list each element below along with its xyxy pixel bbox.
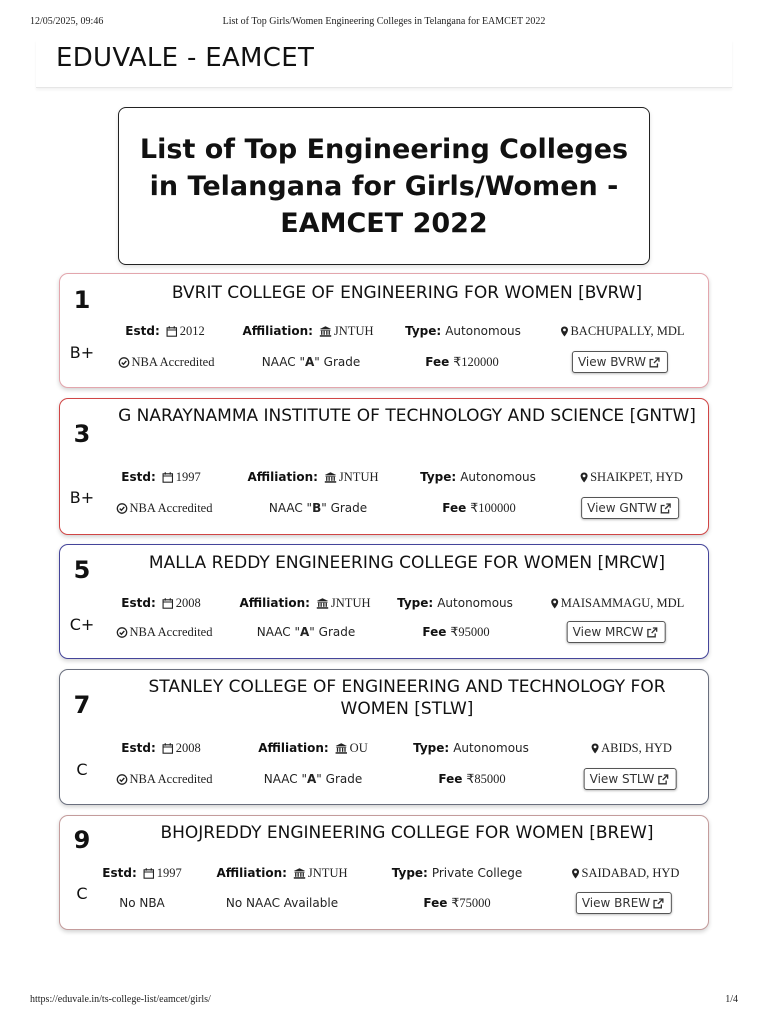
college-name: G NARAYNAMMA INSTITUTE OF TECHNOLOGY AND SCIENCE [GNTW]: [118, 406, 696, 426]
estd-field: [121, 466, 200, 488]
print-header: [30, 16, 738, 30]
type-value: Private College: [431, 866, 523, 880]
view-college-button[interactable]: [581, 497, 679, 519]
naac-field: [264, 768, 362, 790]
view-college-button[interactable]: [576, 892, 672, 914]
college-card-bvrw: [59, 273, 709, 388]
print-page-number: 1/4: [725, 994, 738, 1005]
type-value: Autonomous: [453, 741, 529, 755]
affiliation-label: Affiliation:: [216, 866, 287, 880]
estd-label: Estd:: [102, 866, 137, 880]
nba-status: No NBA: [119, 896, 165, 910]
college-grade: C: [76, 884, 88, 903]
check-circle-icon: [117, 503, 128, 514]
affiliation-value: OU: [349, 741, 368, 755]
location-field: [569, 862, 680, 884]
type-value: Autonomous: [437, 596, 513, 610]
estd-label: Estd:: [121, 596, 156, 610]
type-field: [392, 862, 523, 884]
college-info-row: [60, 768, 708, 790]
fee-label: Fee: [422, 625, 447, 639]
naac-field: [269, 497, 367, 519]
fee-value: ₹100000: [470, 501, 516, 515]
nba-field: [119, 892, 165, 914]
affiliation-label: Affiliation:: [247, 470, 318, 484]
college-grade: B+: [69, 343, 95, 362]
page-title-box: [118, 107, 650, 265]
university-icon: [317, 598, 329, 609]
naac-prefix: NAAC ": [256, 625, 301, 639]
college-card-mrcw: [59, 544, 709, 659]
print-datetime: 12/05/2025, 09:46: [30, 16, 104, 27]
external-link-icon: [649, 357, 660, 368]
check-circle-icon: [117, 627, 128, 638]
college-rank: 7: [73, 691, 91, 719]
college-grade: C+: [69, 615, 95, 634]
naac-field: [226, 892, 338, 914]
college-info-row: [60, 592, 708, 614]
view-field: [567, 621, 666, 643]
naac-grade: A: [305, 355, 315, 369]
page-title: List of Top Engineering Colleges in Telangana for Girls/Women - EAMCET 2022: [139, 133, 629, 239]
university-icon: [294, 868, 306, 879]
type-value: Autonomous: [460, 470, 536, 484]
naac-suffix: " Grade: [316, 772, 363, 786]
map-marker-icon: [560, 326, 568, 337]
affiliation-field: [247, 466, 378, 488]
naac-prefix: NAAC ": [261, 355, 306, 369]
affiliation-label: Affiliation:: [239, 596, 310, 610]
college-info-row: [60, 497, 708, 519]
naac-prefix: NAAC ": [263, 772, 308, 786]
view-college-button[interactable]: [584, 768, 677, 790]
print-url: https://eduvale.in/ts-college-list/eamcet/girls/: [30, 994, 211, 1005]
map-marker-icon: [551, 598, 559, 609]
navbar: [36, 40, 732, 88]
affiliation-field: [239, 592, 370, 614]
college-name: MALLA REDDY ENGINEERING COLLEGE FOR WOMEN [MRCW]: [148, 553, 666, 573]
naac-suffix: " Grade: [321, 501, 368, 515]
view-field: [576, 892, 672, 914]
naac-suffix: " Grade: [314, 355, 361, 369]
location-field: [588, 737, 672, 759]
location-field: [577, 466, 683, 488]
fee-field: [422, 621, 489, 643]
location-value: BACHUPALLY, MDL: [570, 324, 685, 338]
college-info-row: [60, 892, 708, 914]
affiliation-label: Affiliation:: [242, 324, 313, 338]
college-info-row: [60, 351, 708, 373]
external-link-icon: [653, 898, 664, 909]
affiliation-value: JNTUH: [338, 470, 379, 484]
estd-year: 1997: [175, 470, 201, 484]
location-value: SAIDABAD, HYD: [581, 866, 680, 880]
map-marker-icon: [591, 743, 599, 754]
naac-suffix: " Grade: [309, 625, 356, 639]
view-button-label: View BVRW: [577, 355, 647, 369]
estd-label: Estd:: [121, 741, 156, 755]
college-rank: 3: [73, 420, 91, 448]
view-button-label: View MRCW: [572, 625, 644, 639]
naac-grade: B: [312, 501, 322, 515]
naac-field: [262, 351, 360, 373]
naac-grade: A: [307, 772, 317, 786]
estd-label: Estd:: [121, 470, 156, 484]
fee-field: [442, 497, 515, 519]
affiliation-field: [216, 862, 347, 884]
naac-status: No NAAC Available: [225, 896, 339, 910]
college-name: STANLEY COLLEGE OF ENGINEERING AND TECHNOLOGY FOR WOMEN [STLW]: [148, 677, 666, 719]
location-field: [548, 592, 685, 614]
view-button-label: View BREW: [581, 896, 651, 910]
location-value: MAISAMMAGU, MDL: [560, 596, 685, 610]
fee-label: Fee: [438, 772, 463, 786]
brand-link[interactable]: EDUVALE - EAMCET: [56, 43, 315, 73]
type-field: [397, 592, 513, 614]
college-rank: 5: [73, 556, 91, 584]
view-button-label: View STLW: [589, 772, 655, 786]
university-icon: [320, 326, 332, 337]
calendar-icon: [163, 472, 174, 483]
college-rank: 9: [73, 826, 91, 854]
college-info-row: [60, 621, 708, 643]
fee-value: ₹95000: [450, 625, 490, 639]
college-rank: 1: [73, 286, 91, 314]
estd-year: 2008: [175, 741, 201, 755]
fee-value: ₹85000: [466, 772, 506, 786]
nba-status: NBA Accredited: [131, 355, 215, 369]
affiliation-value: JNTUH: [333, 324, 374, 338]
location-field: [557, 320, 684, 342]
view-field: [581, 497, 679, 519]
college-info-row: [60, 737, 708, 759]
college-name: BVRIT COLLEGE OF ENGINEERING FOR WOMEN [BVRW]: [171, 283, 643, 303]
fee-value: ₹120000: [453, 355, 499, 369]
estd-year: 1997: [156, 866, 182, 880]
fee-field: [438, 768, 505, 790]
nba-field: [114, 497, 213, 519]
type-label: Type:: [405, 324, 442, 338]
college-info-row: [60, 466, 708, 488]
estd-field: [121, 737, 200, 759]
naac-field: [257, 621, 355, 643]
fee-label: Fee: [423, 896, 448, 910]
view-field: [584, 768, 677, 790]
nba-field: [114, 768, 213, 790]
type-label: Type:: [413, 741, 450, 755]
nba-status: NBA Accredited: [129, 501, 213, 515]
college-card-stlw: [59, 669, 709, 805]
location-value: SHAIKPET, HYD: [590, 470, 683, 484]
type-field: [413, 737, 529, 759]
fee-label: Fee: [425, 355, 450, 369]
fee-field: [425, 351, 498, 373]
type-field: [405, 320, 521, 342]
calendar-icon: [163, 598, 174, 609]
affiliation-value: JNTUH: [307, 866, 348, 880]
estd-field: [125, 320, 204, 342]
check-circle-icon: [117, 774, 128, 785]
affiliation-label: Affiliation:: [258, 741, 329, 755]
college-info-row: [60, 862, 708, 884]
college-info-row: [60, 320, 708, 342]
fee-value: ₹75000: [451, 896, 491, 910]
map-marker-icon: [572, 868, 580, 879]
view-college-button[interactable]: [572, 351, 668, 373]
affiliation-value: JNTUH: [330, 596, 371, 610]
view-college-button[interactable]: [567, 621, 666, 643]
external-link-icon: [646, 627, 657, 638]
estd-field: [121, 592, 200, 614]
external-link-icon: [660, 503, 671, 514]
location-value: ABIDS, HYD: [601, 741, 672, 755]
check-circle-icon: [119, 357, 130, 368]
university-icon: [336, 743, 348, 754]
college-grade: C: [76, 760, 88, 779]
nba-field: [116, 351, 215, 373]
affiliation-field: [258, 737, 367, 759]
type-value: Autonomous: [445, 324, 521, 338]
type-field: [420, 466, 536, 488]
estd-label: Estd:: [125, 324, 160, 338]
external-link-icon: [657, 774, 668, 785]
calendar-icon: [163, 743, 174, 754]
college-name: BHOJREDDY ENGINEERING COLLEGE FOR WOMEN [BREW]: [160, 823, 654, 843]
college-grade: B+: [69, 488, 95, 507]
type-label: Type:: [391, 866, 428, 880]
type-label: Type:: [420, 470, 457, 484]
affiliation-field: [242, 320, 373, 342]
calendar-icon: [167, 326, 178, 337]
naac-grade: A: [300, 625, 310, 639]
estd-field: [102, 862, 181, 884]
estd-year: 2008: [175, 596, 201, 610]
nba-field: [114, 621, 213, 643]
calendar-icon: [144, 868, 155, 879]
fee-field: [423, 892, 490, 914]
nba-status: NBA Accredited: [129, 625, 213, 639]
naac-prefix: NAAC ": [268, 501, 313, 515]
print-footer: [30, 994, 738, 1008]
estd-year: 2012: [179, 324, 205, 338]
college-card-gntw: [59, 398, 709, 535]
college-card-brew: [59, 815, 709, 930]
print-document-title: List of Top Girls/Women Engineering Colleges in Telangana for EAMCET 2022: [222, 16, 546, 27]
map-marker-icon: [580, 472, 588, 483]
view-field: [572, 351, 668, 373]
university-icon: [325, 472, 337, 483]
type-label: Type:: [397, 596, 434, 610]
nba-status: NBA Accredited: [129, 772, 213, 786]
fee-label: Fee: [442, 501, 467, 515]
view-button-label: View GNTW: [587, 501, 657, 515]
